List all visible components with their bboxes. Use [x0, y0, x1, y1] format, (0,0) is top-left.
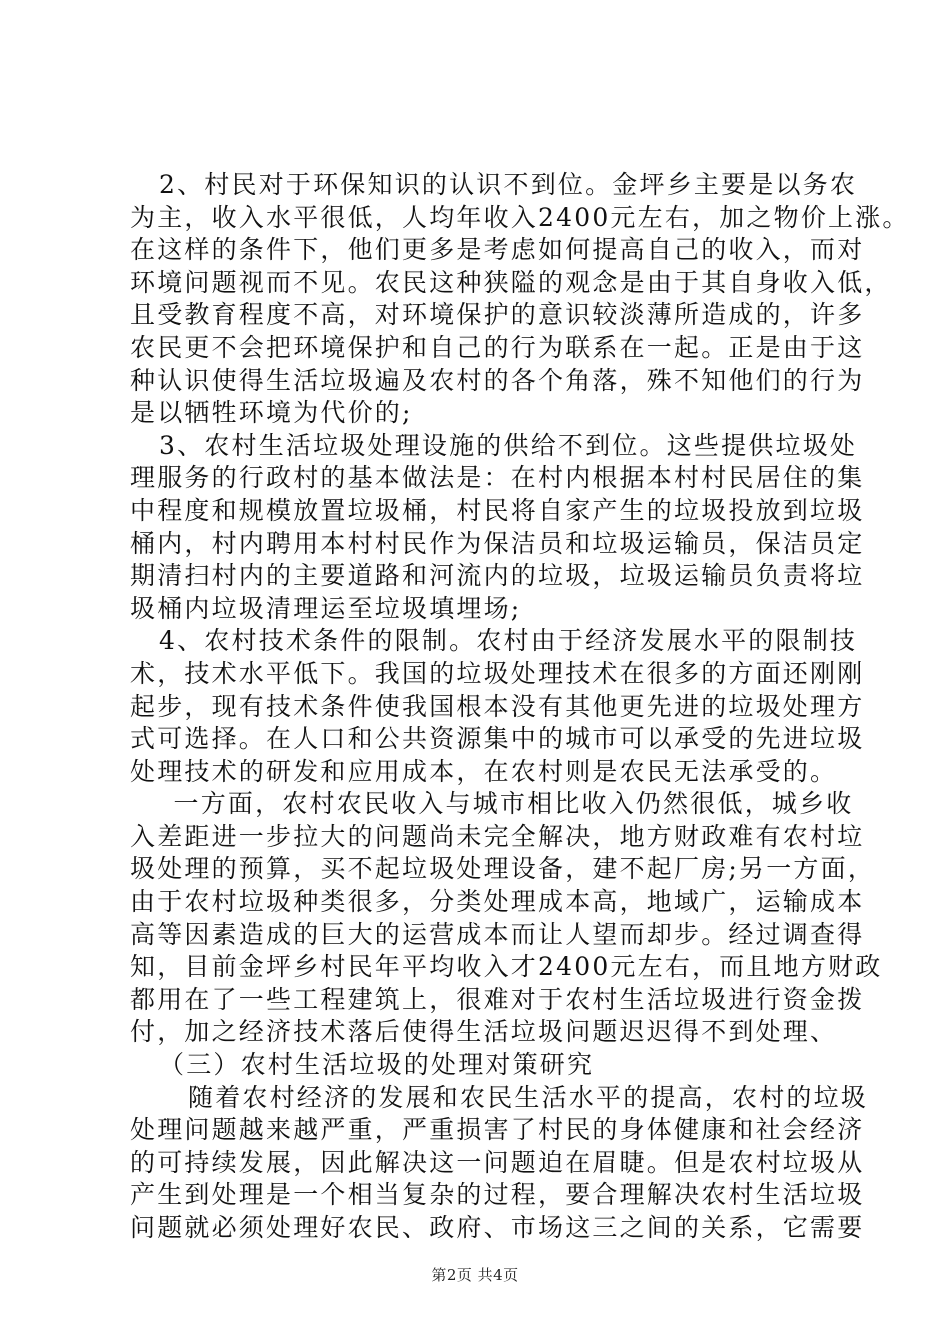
text-line: 都用在了一些工程建筑上，很难对于农村生活垃圾进行资金拨: [130, 984, 865, 1014]
text-line: 入差距进一步拉大的问题尚未完全解决，地方财政难有农村垃: [130, 821, 865, 851]
text-line: 术，技术水平低下。我国的垃圾处理技术在很多的方面还刚刚: [130, 658, 865, 688]
text-line: 处理技术的研发和应用成本，在农村则是农民无法承受的。: [130, 756, 838, 786]
text-line: 随着农村经济的发展和农民生活水平的提高，农村的垃圾: [188, 1082, 869, 1112]
text-line: 问题就必须处理好农民、政府、市场这三之间的关系，它需要: [130, 1213, 865, 1242]
document-body: [130, 169, 910, 1245]
text-line: 为主，收入水平很低，人均年收入2400元左右，加之物价上涨。: [130, 202, 910, 232]
text-line: 圾桶内垃圾清理运至垃圾填埋场;: [130, 593, 522, 623]
text-line: 4、农村技术条件的限制。农村由于经济发展水平的限制技: [159, 626, 858, 656]
text-line: 付，加之经济技术落后使得生活垃圾问题迟迟得不到处理、: [130, 1017, 838, 1047]
text-line: 起步，现有技术条件使我国根本没有其他更先进的垃圾处理方: [130, 691, 865, 721]
text-line: 由于农村垃圾种类很多，分类处理成本高，地域广，运输成本: [130, 887, 865, 917]
text-line: 式可选择。在人口和公共资源集中的城市可以承受的先进垃圾: [130, 724, 865, 754]
text-line: （三）农村生活垃圾的处理对策研究: [159, 1050, 595, 1080]
text-line: 圾处理的预算，买不起垃圾处理设备，建不起厂房;另一方面，: [130, 854, 876, 884]
text-line: 种认识使得生活垃圾遍及农村的各个角落，殊不知他们的行为: [130, 365, 865, 395]
text-line: 在这样的条件下，他们更多是考虑如何提高自己的收入，而对: [130, 235, 865, 265]
text-line: 的可持续发展，因此解决这一问题迫在眉睫。但是农村垃圾从: [130, 1147, 865, 1177]
text-line: 环境问题视而不见。农民这种狭隘的观念是由于其自身收入低，: [130, 267, 892, 297]
text-line: 知，目前金坪乡村民年平均收入才2400元左右，而且地方财政: [130, 952, 883, 982]
text-line: 期清扫村内的主要道路和河流内的垃圾，垃圾运输员负责将垃: [130, 561, 865, 591]
text-line: 农民更不会把环境保护和自己的行为联系在一起。正是由于这: [130, 332, 865, 362]
text-line: 是以牺牲环境为代价的;: [130, 398, 413, 428]
text-line: 产生到处理是一个相当复杂的过程，要合理解决农村生活垃圾: [130, 1180, 865, 1210]
text-line: 桶内，村内聘用本村村民作为保洁员和垃圾运输员，保洁员定: [130, 528, 865, 558]
text-line: 一方面，农村农民收入与城市相比收入仍然很低，城乡收: [173, 789, 854, 819]
text-line: 中程度和规模放置垃圾桶，村民将自家产生的垃圾投放到垃圾: [130, 495, 865, 525]
text-line: 且受教育程度不高，对环境保护的意识较淡薄所造成的，许多: [130, 300, 865, 330]
text-line: 处理问题越来越严重，严重损害了村民的身体健康和社会经济: [130, 1115, 865, 1145]
text-line: 高等因素造成的巨大的运营成本而让人望而却步。经过调查得: [130, 919, 865, 949]
text-line: 理服务的行政村的基本做法是：在村内根据本村村民居住的集: [130, 463, 865, 493]
page-footer: 第2页 共4页: [431, 1266, 519, 1284]
text-line: 2、村民对于环保知识的认识不到位。金坪乡主要是以务农: [159, 170, 858, 199]
text-line: 3、农村生活垃圾处理设施的供给不到位。这些提供垃圾处: [159, 430, 858, 460]
